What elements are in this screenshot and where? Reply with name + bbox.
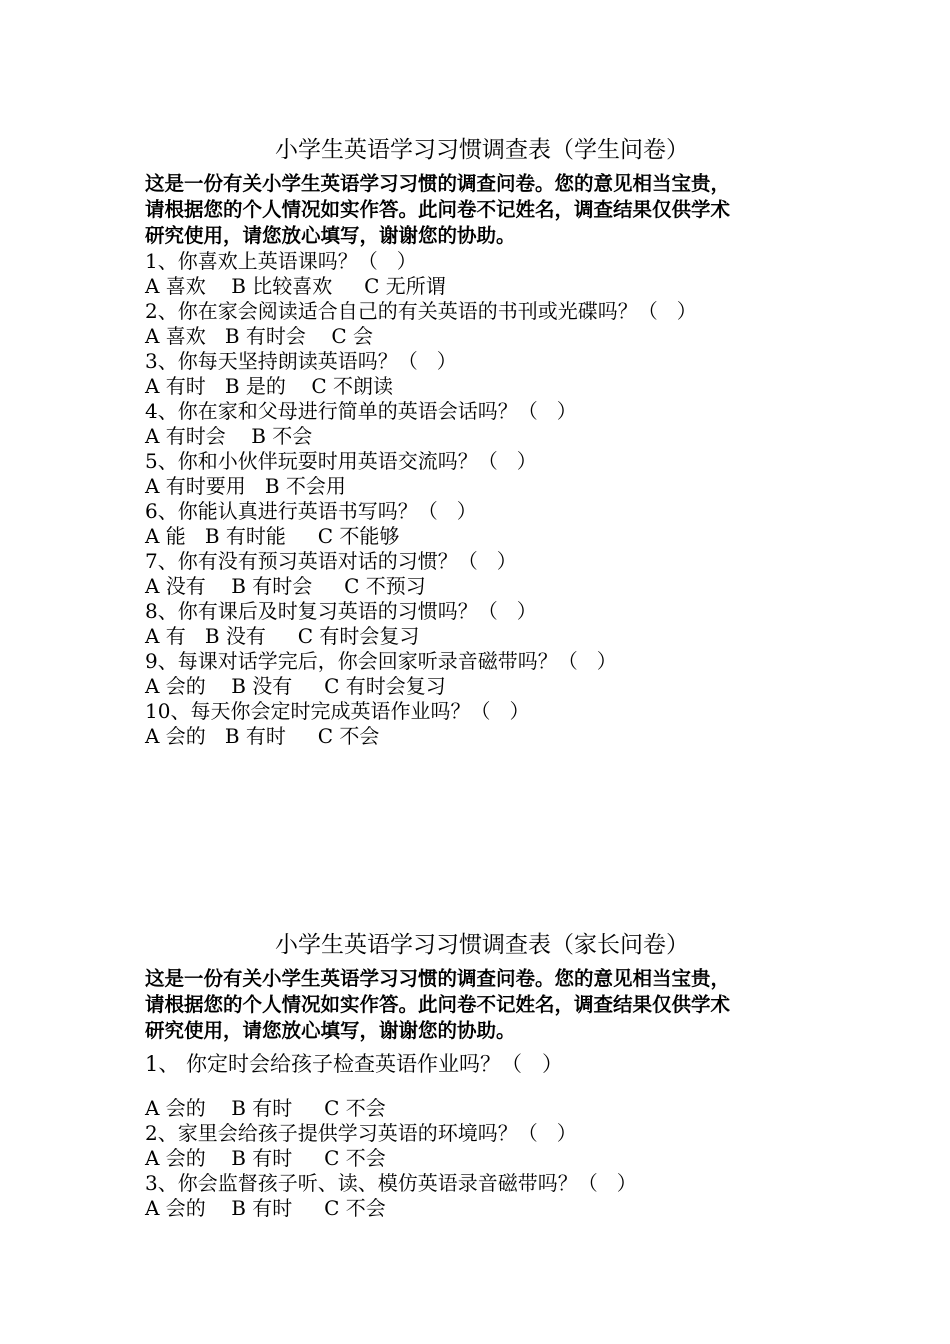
student-survey (145, 133, 825, 749)
student-survey-intro: 这是一份有关小学生英语学习习惯的调查问卷。您的意见相当宝贵， 请根据您的个人情况如实作答。此问卷不记姓名，调查结果仅供学术 研究使用，请您放心填写，谢谢您的协助。 (145, 172, 731, 247)
parent-answer-options-3: A 会的 B 有时 C 不会 (145, 1196, 386, 1220)
parent-answer-options-1: A 会的 B 有时 C 不会 (145, 1096, 386, 1120)
parent-answer-options-2: A 会的 B 有时 C 不会 (145, 1146, 386, 1170)
student-question-4: 4、你在家和父母进行简单的英语会话吗？（ ） (145, 399, 577, 423)
student-question-5: 5、你和小伙伴玩耍时用英语交流吗？（ ） (145, 449, 537, 473)
student-answer-options-8: A 有 B 没有 C 有时会复习 (145, 624, 420, 648)
student-answer-options-10: A 会的 B 有时 C 不会 (145, 724, 380, 748)
parent-survey-title: 小学生英语学习习惯调查表（家长问卷） (275, 932, 689, 958)
parent-question-2: 2、家里会给孩子提供学习英语的环境吗？（ ） (145, 1121, 577, 1145)
student-answer-options-5: A 有时要用 B 不会用 (145, 474, 346, 498)
student-question-8: 8、你有课后及时复习英语的习惯吗？（ ） (145, 599, 537, 623)
parent-survey (145, 928, 825, 1221)
student-question-9: 9、每课对话学完后，你会回家听录音磁带吗？（ ） (145, 649, 617, 673)
parent-survey-intro: 这是一份有关小学生英语学习习惯的调查问卷。您的意见相当宝贵， 请根据您的个人情况如实作答。此问卷不记姓名，调查结果仅供学术 研究使用，请您放心填写，谢谢您的协助。 (145, 967, 731, 1042)
student-answer-options-9: A 会的 B 没有 C 有时会复习 (145, 674, 446, 698)
student-question-7: 7、你有没有预习英语对话的习惯？（ ） (145, 549, 517, 573)
student-answer-options-6: A 能 B 有时能 C 不能够 (145, 524, 400, 548)
student-answer-options-2: A 喜欢 B 有时会 C 会 (145, 324, 374, 348)
student-answer-options-7: A 没有 B 有时会 C 不预习 (145, 574, 426, 598)
student-answer-options-1: A 喜欢 B 比较喜欢 C 无所谓 (145, 274, 446, 298)
student-question-6: 6、你能认真进行英语书写吗？（ ） (145, 499, 477, 523)
student-question-2: 2、你在家会阅读适合自己的有关英语的书刊或光碟吗？（ ） (145, 299, 697, 323)
student-question-10: 10、每天你会定时完成英语作业吗？（ ） (145, 699, 530, 723)
student-answer-options-3: A 有时 B 是的 C 不朗读 (145, 374, 394, 398)
student-question-1: 1、你喜欢上英语课吗？（ ） (145, 249, 417, 273)
student-question-3: 3、你每天坚持朗读英语吗？（ ） (145, 349, 457, 373)
student-survey-title: 小学生英语学习习惯调查表（学生问卷） (275, 137, 689, 163)
parent-question-1: 1、 你定时会给孩子检查英语作业吗？（ ） (145, 1052, 564, 1076)
student-answer-options-4: A 有时会 B 不会 (145, 424, 313, 448)
parent-question-3: 3、你会监督孩子听、读、模仿英语录音磁带吗？（ ） (145, 1171, 637, 1195)
